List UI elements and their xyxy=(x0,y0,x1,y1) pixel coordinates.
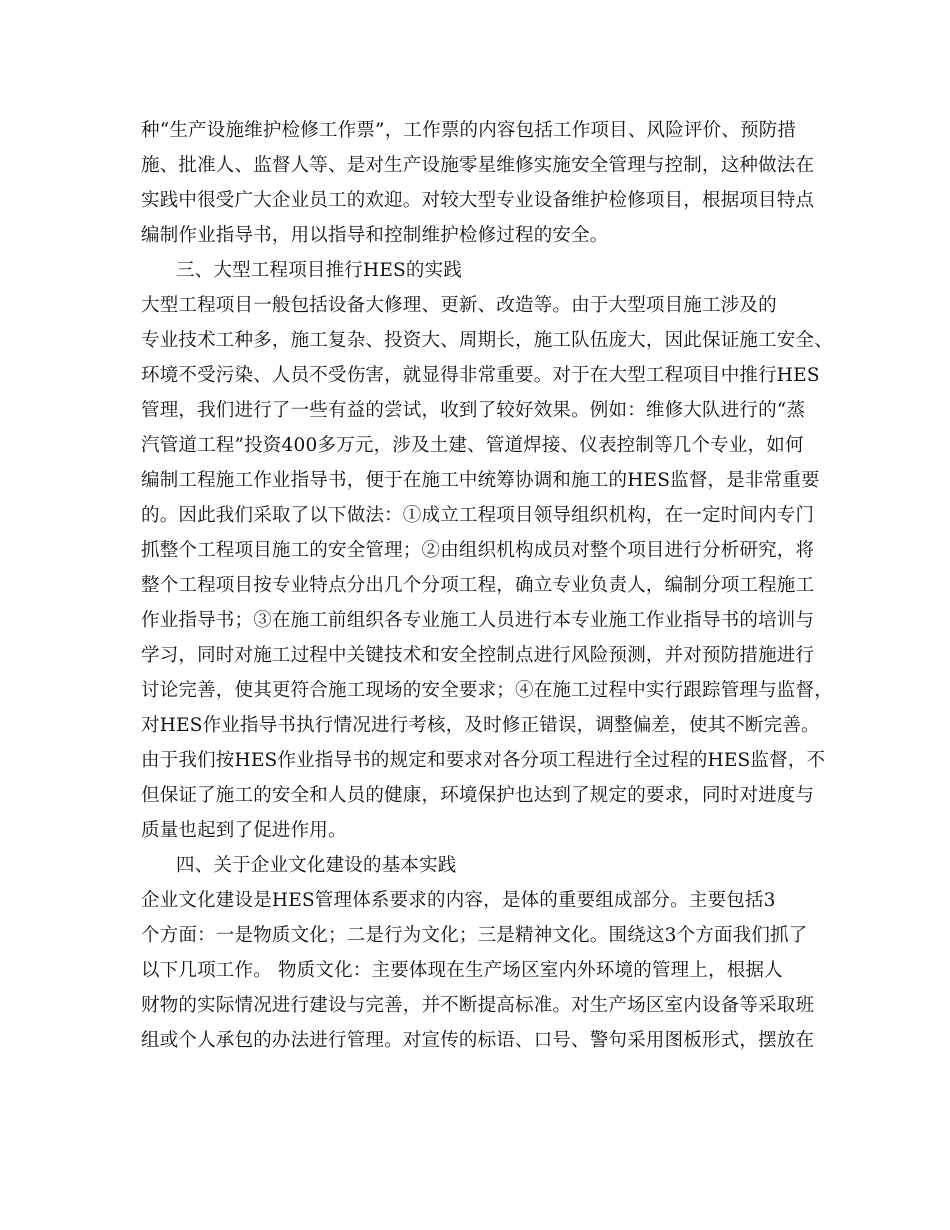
text-line: 整个工程项目按专业特点分出几个分项工程，确立专业负责人，编制分项工程施工 xyxy=(141,575,815,596)
text-line: 由于我们按HES作业指导书的规定和要求对各分项工程进行全过程的HES监督，不 xyxy=(141,750,826,771)
text-line: 组或个人承包的办法进行管理。对宣传的标语、口号、警句采用图板形式，摆放在 xyxy=(141,1030,815,1051)
text-line: 个方面：一是物质文化；二是行为文化；三是精神文化。围绕这3个方面我们抓了 xyxy=(141,925,808,946)
text-line: 汽管道工程”投资400多万元，涉及土建、管道焊接、仪表控制等几个专业，如何 xyxy=(141,435,804,456)
text-line: 财物的实际情况进行建设与完善，并不断提高标准。对生产场区室内设备等采取班 xyxy=(141,995,815,1016)
text-line: 专业技术工种多，施工复杂、投资大、周期长，施工队伍庞大，因此保证施工安全、 xyxy=(141,330,833,351)
text-line: 以下几项工作。 物质文化：主要体现在生产场区室内外环境的管理上，根据人 xyxy=(141,960,783,981)
section-heading: 三、大型工程项目推行HES的实践 xyxy=(176,260,463,281)
text-line: 环境不受污染、人员不受伤害，就显得非常重要。对于在大型工程项目中推行HES xyxy=(141,365,820,386)
text-line: 编制作业指导书，用以指导和控制维护检修过程的安全。 xyxy=(141,225,609,246)
text-line: 种“生产设施维护检修工作票”，工作票的内容包括工作项目、风险评价、预防措 xyxy=(141,120,797,141)
text-line: 施、批准人、监督人等、是对生产设施零星维修实施安全管理与控制，这种做法在 xyxy=(141,155,815,176)
text-line: 企业文化建设是HES管理体系要求的内容，是体的重要组成部分。主要包括3 xyxy=(141,890,776,911)
text-line: 质量也起到了促进作用。 xyxy=(141,820,347,841)
text-line: 大型工程项目一般包括设备大修理、更新、改造等。由于大型项目施工涉及的 xyxy=(141,295,777,316)
text-line: 但保证了施工的安全和人员的健康，环境保护也达到了规定的要求，同时对进度与 xyxy=(141,785,815,806)
text-line: 讨论完善，使其更符合施工现场的安全要求；④在施工过程中实行跟踪管理与监督， xyxy=(141,680,833,701)
text-line: 学习，同时对施工过程中关键技术和安全控制点进行风险预测，并对预防措施进行 xyxy=(141,645,815,666)
text-line: 抓整个工程项目施工的安全管理；②由组织机构成员对整个项目进行分析研究，将 xyxy=(141,540,815,561)
text-line: 编制工程施工作业指导书，便于在施工中统筹协调和施工的HES监督，是非常重要 xyxy=(141,470,820,491)
text-line: 实践中很受广大企业员工的欢迎。对较大型专业设备维护检修项目，根据项目特点 xyxy=(141,190,815,211)
text-line: 作业指导书；③在施工前组织各专业施工人员进行本专业施工作业指导书的培训与 xyxy=(141,610,815,631)
text-line: 管理，我们进行了一些有益的尝试，收到了较好效果。例如：维修大队进行的“蒸 xyxy=(141,400,806,421)
text-line: 对HES作业指导书执行情况进行考核，及时修正错误，调整偏差，使其不断完善。 xyxy=(141,715,820,736)
section-heading: 四、关于企业文化建设的基本实践 xyxy=(176,855,457,876)
text-line: 的。因此我们采取了以下做法：①成立工程项目领导组织机构，在一定时间内专门 xyxy=(141,505,815,526)
